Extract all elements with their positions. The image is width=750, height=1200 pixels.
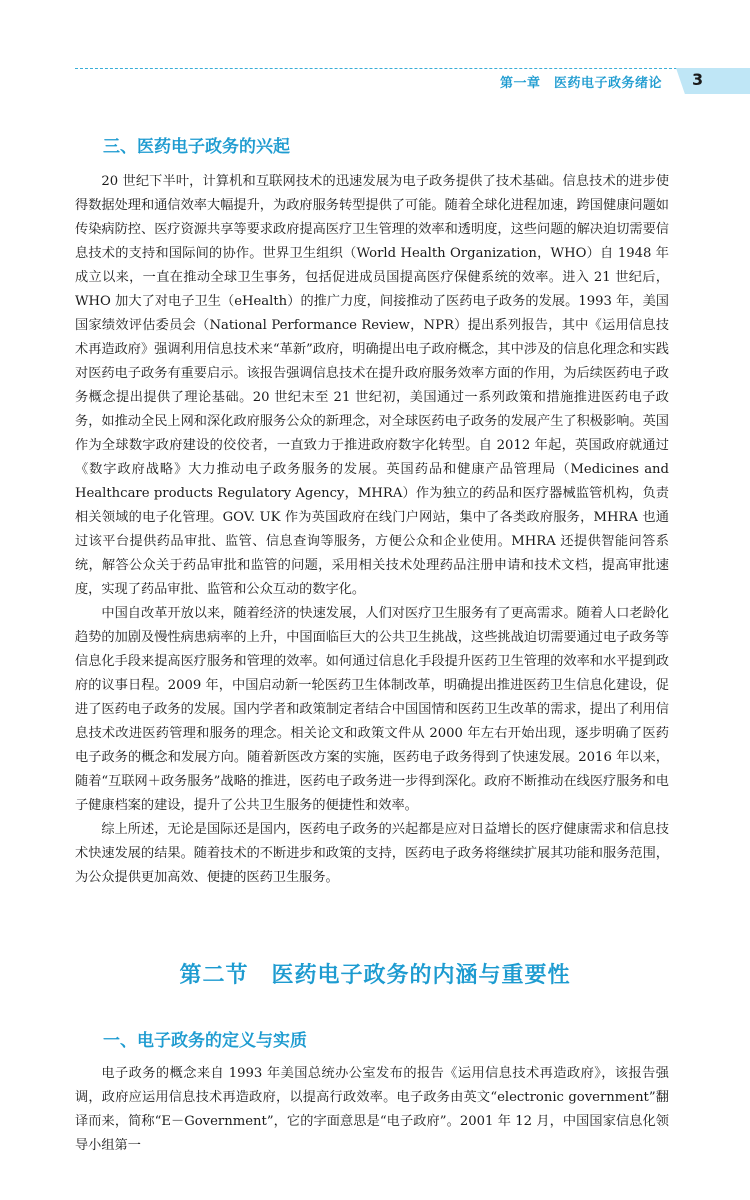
paragraph: 综上所述，无论是国际还是国内，医药电子政务的兴起都是应对日益增长的医疗健康需求和信息技术快速发展的结果。随着技术的不断进步和政策的支持，医药电子政务将继续扩展其功能和服务范围，为公众提供更加高效、便捷的医药卫生服务。	[75, 822, 669, 885]
page-number-tab	[676, 68, 750, 94]
paragraph: 电子政务的概念来自 1993 年美国总统办公室发布的报告《运用信息技术再造政府》，该报告强调，政府应运用信息技术再造政府，以提高行政效率。电子政务由英文“electronic government”翻译而来，简称“E－Government”，它的字面意思是“电子政府”。2001 年 12 月，中国国家信息化领导小组第一	[75, 1066, 669, 1153]
section-rise-body	[75, 170, 669, 890]
section-title: 第二节 医药电子政务的内涵与重要性	[179, 962, 571, 988]
paragraph: 20 世纪下半叶，计算机和互联网技术的迅速发展为电子政务提供了技术基础。信息技术的进步使得数据处理和通信效率大幅提升，为政府服务转型提供了可能。随着全球化进程加速，跨国健康问题如传染病防控、医疗资源共享等要求政府提高医疗卫生管理的效率和透明度，这些问题的解决迫切需要信息技术的支持和国际间的协作。世界卫生组织（World Health Organization，WHO）自 1948 年成立以来，一直在推动全球卫生事务，包括促进成员国提高医疗保健系统的效率。进入 21 世纪后，WHO 加大了对电子卫生（eHealth）的推广力度，间接推动了医药电子政务的发展。1993 年，美国国家绩效评估委员会（National Performance Review，NPR）提出系列报告，其中《运用信息技术再造政府》强调利用信息技术来“革新”政府，明确提出电子政府概念，其中涉及的信息化理念和实践对医药电子政务有重要启示。该报告强调信息技术在提升政府服务效率方面的作用，为后续医药电子政务概念提出提供了理论基础。20 世纪末至 21 世纪初，美国通过一系列政策和措施推进医药电子政务，如推动全民上网和深化政府服务公众的新理念，对全球医药电子政务的发展产生了积极影响。英国作为全球数字政府建设的佼佼者，一直致力于推进政府数字化转型。自 2012 年起，英国政府就通过《数字政府战略》大力推动电子政务服务的发展。英国药品和健康产品管理局（Medicines and Healthcare products Regulatory Agency，MHRA）作为独立的药品和医疗器械监管机构，负责相关领域的电子化管理。GOV. UK 作为英国政府在线门户网站，集中了各类政府服务，MHRA 也通过该平台提供药品审批、监管、信息查询等服务，方便公众和企业使用。MHRA 还提供智能问答系统，解答公众关于药品审批和监管的问题，采用相关技术处理药品注册申请和技术文档，提高审批速度，实现了药品审批、监管和公众互动的数字化。	[75, 174, 669, 597]
subsection-definition-body	[75, 1062, 669, 1158]
page-number: 3	[692, 70, 704, 89]
subsection-heading-definition: 一、电子政务的定义与实质	[103, 1031, 307, 1051]
running-header-chapter-title: 第一章 医药电子政务绪论	[499, 76, 662, 91]
paragraph: 中国自改革开放以来，随着经济的快速发展，人们对医疗卫生服务有了更高需求。随着人口老龄化趋势的加剧及慢性病患病率的上升，中国面临巨大的公共卫生挑战，这些挑战迫切需要通过电子政务等信息化手段来提高医疗服务和管理的效率。如何通过信息化手段提升医药卫生管理的效率和水平提到政府的议事日程。2009 年，中国启动新一轮医药卫生体制改革，明确提出推进医药卫生信息化建设，促进了医药电子政务的发展。国内学者和政策制定者结合中国国情和医药卫生改革的需求，提出了利用信息技术改进医药管理和服务的理念。相关论文和政策文件从 2000 年左右开始出现，逐步明确了医药电子政务的概念和发展方向。随着新医改方案的实施，医药电子政务得到了快速发展。2016 年以来，随着“互联网＋政务服务”战略的推进，医药电子政务进一步得到深化。政府不断推动在线医疗服务和电子健康档案的建设，提升了公共卫生服务的便捷性和效率。	[75, 606, 669, 813]
header-rule	[75, 68, 687, 69]
section-heading-rise: 三、医药电子政务的兴起	[103, 137, 290, 157]
